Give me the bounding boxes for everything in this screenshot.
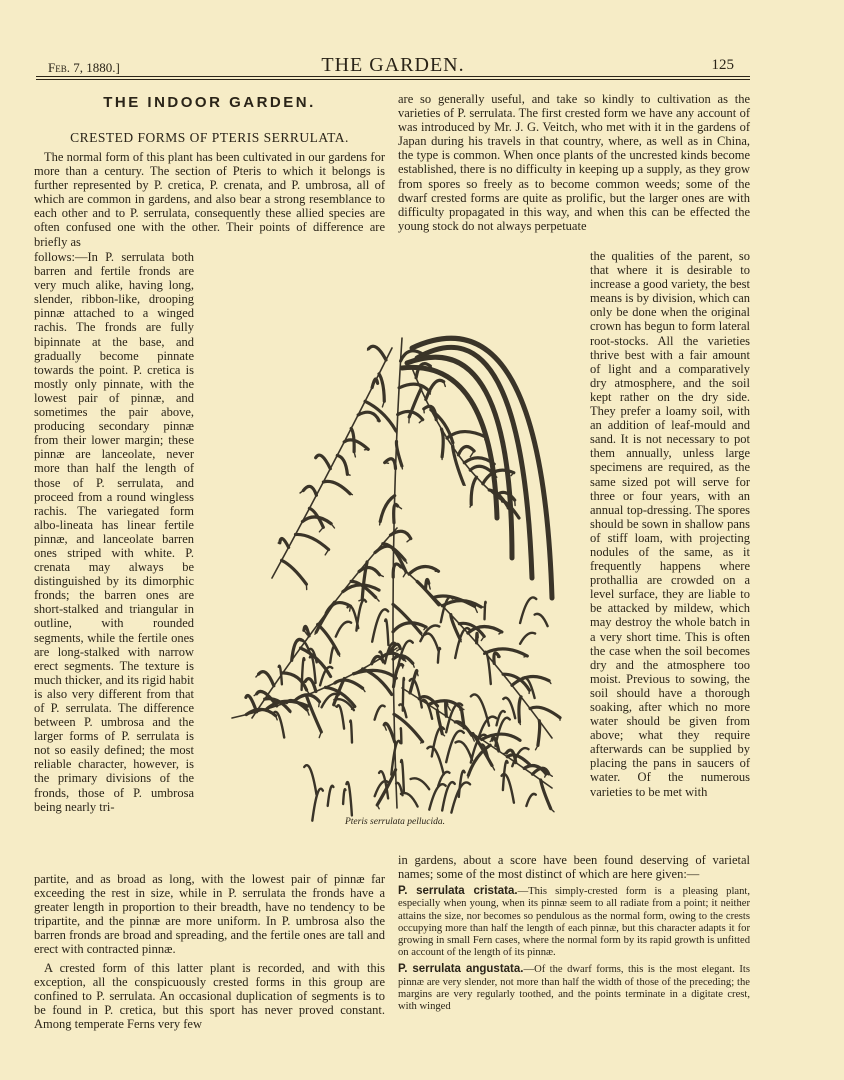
engraving-stroke (363, 688, 365, 691)
engraving-stroke (484, 652, 491, 684)
engraving-stroke (503, 698, 515, 718)
engraving-stroke (379, 374, 384, 401)
right-narrow-paragraph: the qualities of the parent, so that where it is desirable to increase a good variety, the best means is by division, which can only be done when the original crown has begun to form lateral root-stocks. All the varieties thrive best with a fair amount of light and a comparatively dry atmosphere, and the soil kept rather on the dry side. They prefer a loamy soil, with an addition of leaf-mould and sand. It is not necessary to pot them annually, unless large specimens are required, as the same sized pot will serve for three or four years, with an annual top-dressing. The spores should be sown in shallow pans of stiff loam, with projecting nodules of the same, as it frequently happens where prothallia are crowded on a level surface, they are liable to be attacked by mildew, which may destroy the whole batch in a very short time. This is often the case when the soil becomes dry and the atmosphere too moist. Previous to sowing, the soil should have a thorough soaking, after which no more water should be given from above; what they require afterwards can be supplied by placing the pans in saucers of water. Of the numerous varieties to be met with (590, 249, 750, 799)
engraving-stroke (330, 677, 331, 678)
engraving-stroke (401, 728, 402, 743)
page-number: 125 (711, 57, 734, 73)
engraving-stroke (535, 614, 548, 626)
engraving-stroke (524, 656, 527, 657)
engraving-stroke (337, 455, 347, 474)
right-top-paragraph: are so generally useful, and take so kindly to cultivation as the varieties of P. serrulata. The first crested form we have any account of was introduced by Mr. J. G. Veitch, who met with it in the gardens of Japan during his travels in that country, where, as well as in China, the type is common. When once plants of the uncrested kinds become established, there is no difficulty in keeping up a supply, as they grow from spores so freely as to become common weeds; some of the dwarf crested forms are quite as prolific, but the larger ones are with difficulty propagated in this way, and when this can be effected the young stock do not always perpetuate (398, 92, 750, 233)
engraving-stroke (409, 566, 439, 574)
publication-title: THE GARDEN. (321, 54, 465, 76)
left-column-intro (34, 150, 385, 249)
engraving-stroke (376, 597, 379, 601)
engraving-stroke (447, 432, 486, 439)
engraving-stroke (485, 437, 486, 440)
engraving-stroke (339, 654, 340, 656)
engraving-stroke (520, 633, 535, 644)
engraving-stroke (377, 805, 379, 809)
engraving-stroke (384, 725, 386, 730)
engraving-stroke (438, 648, 440, 663)
engraving-stroke (350, 494, 352, 495)
engraving-stroke (319, 702, 320, 707)
right-column-top (398, 92, 750, 233)
right-column-bottom (398, 853, 750, 1013)
engraving-stroke (411, 778, 430, 789)
engraving-stroke (485, 649, 527, 656)
engraving-stroke (380, 522, 381, 525)
engraving-stroke (346, 782, 352, 815)
engraving-stroke (456, 741, 473, 760)
engraving-stroke (402, 466, 403, 469)
engraving-stroke (405, 560, 407, 563)
engraving-stroke (300, 491, 303, 493)
engraving-stroke (394, 714, 423, 741)
engraving-stroke (485, 602, 486, 620)
engraving-stroke (343, 789, 345, 804)
variety-label: P. serrulata angustata. (398, 963, 524, 976)
engraving-stroke (498, 657, 499, 658)
header-rule (36, 76, 750, 80)
engraving-stroke (356, 600, 366, 631)
engraving-stroke (350, 721, 352, 743)
engraving-stroke (520, 722, 521, 725)
engraving-stroke (530, 707, 560, 717)
engraving-stroke (549, 681, 551, 684)
engraving-stroke (372, 609, 388, 641)
engraving-stroke (358, 412, 379, 421)
engraving-stroke (385, 619, 388, 645)
variety-entry-cristata (398, 885, 750, 959)
engraving-stroke (375, 546, 395, 552)
engraving-stroke (519, 697, 521, 722)
left-intro-paragraph: The normal form of this plant has been cultivated in our gardens for more than a century. The section of Pteris to which it belongs is further represented by P. cretica, P. crenata, and P. umbrosa, all of which are common in gardens, and also bear a strong resemblance to each other and to P. serrulata, consequently these allied species are often confused one with the other. Their points of difference are briefly as (34, 150, 385, 249)
engraving-stroke (368, 349, 369, 350)
engraving-stroke (347, 474, 350, 475)
engraving-stroke (439, 605, 440, 606)
variety-description: —This simply-crested form is a pleasing plant, especially when young, when its pinnæ seem to all radiate from a point; it neither attains the size, nor becomes so pendulous as the normal form, owing to the crests occupying more than half the length of each pinnæ, but this character adapts it for growing in small Fern cases, where the normal form by its rapid growth is unfitted on account of the length of its pinnæ. (398, 886, 751, 959)
left-bottom-paragraph-1: partite, and as broad as long, with the lowest pair of pinnæ far exceeding the rest in size, while in P. serrulata the fronds have a greater length in proportion to their breadth, have no tendency to be tripartite, and the pinnæ are more uniform. In P. umbrosa also the barren fronds are broad and spreading, and the fertile ones are tall and erect with contracted pinnæ. (34, 872, 385, 957)
engraving-stroke (385, 459, 396, 469)
engraving-stroke (375, 706, 385, 720)
engraving-stroke (279, 666, 282, 685)
section-title: THE INDOOR GARDEN. (103, 94, 316, 111)
engraving-stroke (369, 346, 386, 360)
engraving-stroke (323, 481, 350, 493)
article-title: CRESTED FORMS OF PTERIS SERRULATA. (70, 130, 349, 145)
engraving-stroke (427, 747, 443, 775)
engraving-stroke (426, 380, 444, 399)
engraving-stroke (464, 484, 465, 485)
engraving-stroke (246, 709, 275, 715)
engraving-stroke (399, 384, 430, 392)
engraving-stroke (252, 528, 397, 718)
left-bottom-paragraph-2: A crested form of this latter plant is recorded, and with this exception, all the conspicuously crested forms in this group are confined to P. serrulata. An occasional duplication of segments is to be found in P. cretica, but this sport has never proved constant. Among temperate Ferns very few (34, 960, 385, 1031)
right-column-narrow (590, 249, 750, 799)
engraving-stroke (446, 731, 464, 762)
engraving-stroke (494, 653, 499, 663)
engraving-stroke (425, 633, 439, 651)
engraving-stroke (426, 579, 429, 589)
engraving-stroke (421, 633, 422, 635)
engraving-stroke (451, 615, 460, 640)
engraving-stroke (337, 705, 344, 728)
engraving-stroke (304, 765, 316, 794)
variety-entry-angustata (398, 963, 750, 1013)
engraving-stroke (393, 623, 426, 632)
engraving-stroke (402, 568, 552, 738)
engraving-stroke (538, 721, 540, 746)
engraving-stroke (365, 449, 369, 450)
engraving-stroke (259, 672, 274, 686)
engraving-stroke (365, 401, 396, 431)
engraving-stroke (470, 451, 474, 457)
engraving-stroke (526, 794, 535, 806)
engraving-stroke (396, 442, 401, 467)
engraving-stroke (282, 560, 307, 584)
engraving-stroke (344, 440, 368, 449)
engraving-stroke (407, 539, 411, 542)
engraving-stroke (382, 401, 384, 407)
engraving-stroke (470, 466, 493, 473)
engraving-stroke (377, 383, 378, 384)
engraving-stroke (442, 734, 444, 736)
variety-label: P. serrulata cristata. (398, 885, 518, 898)
engraving-stroke (290, 711, 291, 712)
engraving-stroke (394, 504, 398, 522)
figure-caption: Pteris serrulata pellucida. (344, 817, 445, 827)
engraving-stroke (417, 582, 439, 605)
right-bottom-paragraph: in gardens, about a score have been found deserving of varietal names; some of the most distinct of which are here given:— (398, 853, 750, 882)
engraving-stroke (392, 695, 394, 696)
engraving-stroke (256, 674, 259, 677)
engraving-stroke (319, 732, 321, 738)
engraving-stroke (318, 624, 339, 654)
engraving-stroke (328, 786, 334, 806)
engraving-stroke (549, 774, 553, 776)
engraving-stroke (319, 527, 323, 532)
engraving-stroke (397, 649, 401, 651)
engraving-stroke (312, 789, 323, 821)
engraving-stroke (331, 524, 334, 528)
engraving-stroke (393, 564, 401, 577)
engraving-stroke (551, 809, 554, 812)
engraving-stroke (296, 534, 329, 549)
left-narrow-paragraph: follows:—In P. serrulata both barren and fertile fronds are very much alike, having long, slender, ribbon-like, drooping pinnæ attached to a winged rachis. The fronds are fully bipinnate at the base, and gradually become pinnate towards the point. P. cretica is mostly only pinnate, with the lowest pair of pinnæ, and sometimes the pair above, producing secondary pinnæ from their lower margin; these pinnæ are lanceolate, never more than half the length of those of P. serrulata, and proceed from a round wingless rachis. The variegated form albo-lineata has linear fertile pinnæ, and lanceolate barren ones striped with white. P. crenata may always be distinguished by its dimorphic fronds; the barren ones are short-stalked and triangular in outline, with rounded segments, while the fertile ones are long-stalked with narrow erect segments. The texture is much thicker, and its rigid habit is also very different from that of P. serrulata. The difference between P. umbrosa and the larger forms of P. serrulata is not so easily defined; the most reliable character, however, is the primary divisions of the fronds, those of P. umbrosa being nearly tri- (34, 250, 194, 814)
engraving-stroke (442, 429, 444, 457)
issue-date: Feb. 7, 1880.] (48, 60, 120, 75)
engraving-stroke (303, 486, 316, 495)
engraving-stroke (451, 782, 470, 812)
left-column-narrow (34, 250, 194, 814)
engraving-stroke (307, 710, 309, 715)
engraving-stroke (280, 539, 289, 548)
engraving-stroke (384, 723, 395, 742)
engraving-stroke (475, 606, 478, 612)
engraving-stroke (471, 477, 476, 504)
engraving-stroke (336, 622, 351, 637)
left-column-bottom (34, 872, 385, 1031)
engraving-stroke (359, 568, 380, 575)
engraving-stroke (385, 463, 389, 464)
engraving-stroke (403, 678, 404, 711)
engraving-stroke (520, 597, 536, 623)
engraving-stroke (316, 455, 331, 469)
engraving-stroke (303, 517, 332, 524)
engraving-stroke (325, 550, 328, 555)
fern-engraving (212, 268, 582, 826)
variety-description: —Of the dwarf forms, this is the most elegant. Its pinnæ are very slender, not more than half the width of those of the preceding; the margins are very regularly toothed, and the points terminate in a digitate crest, with winged (398, 964, 750, 1013)
running-header (36, 56, 750, 76)
engraving-stroke (396, 431, 397, 434)
engraving-stroke (379, 590, 380, 591)
